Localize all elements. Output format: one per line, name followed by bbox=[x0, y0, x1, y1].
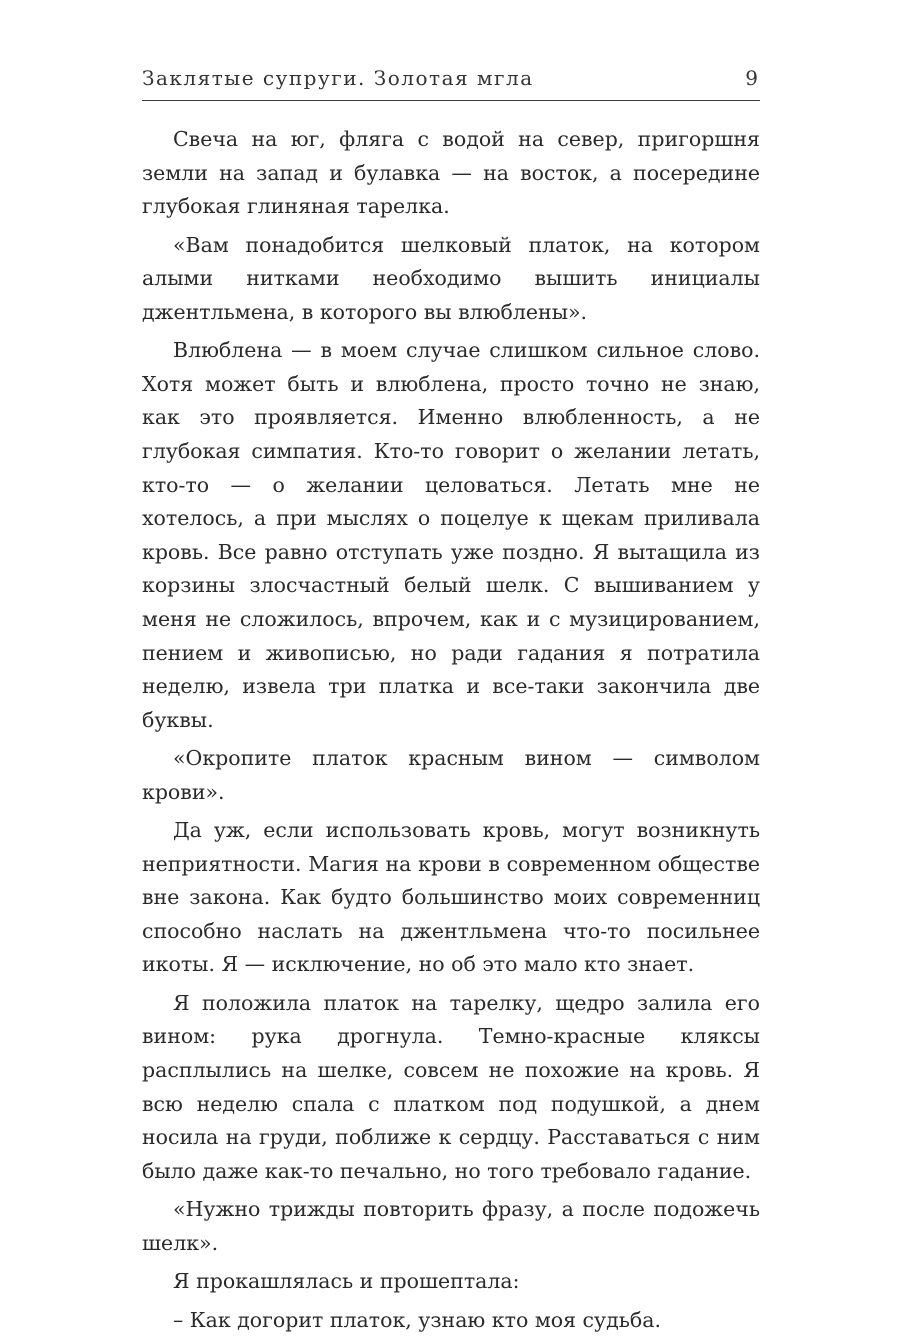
paragraph: – Как догорит платок, узнаю кто моя судьба. bbox=[173, 1307, 661, 1332]
paragraph: Влюблена — в моем случае слишком сильное слово. Хотя может быть и влюблена, просто точно не знаю, как это проявляется. Именно влюбленность, а не глубокая симпатия. Кто-то говорит о желании летать, кто-то — о желании целоваться. Летать мне не хотелось, а при мыслях о поцелуе к щекам приливала кровь. Все равно отступать уже поздно. Я вытащила из корзины злосчастный белый шелк. С вышиванием у меня не сложилось, впрочем, как и с музицированием, пением и живописью, но ради гадания я потратила неделю, извела три платка и все-таки закончила две буквы. bbox=[142, 338, 760, 732]
book-title: Заклятые супруги. Золотая мгла bbox=[142, 66, 534, 90]
paragraph: Да уж, если использовать кровь, могут возникнуть неприятности. Магия на крови в современном обществе вне закона. Как будто большинство моих современниц способно наслать на джентльмена что-то посильнее икоты. Я — исключение, но об это мало кто знает. bbox=[142, 818, 760, 977]
paragraph: Я прокашлялась и прошептала: bbox=[173, 1269, 520, 1294]
body-text bbox=[142, 123, 760, 1337]
paragraph: Свеча на юг, фляга с водой на север, пригоршня земли на запад и булавка — на восток, а посередине глубокая глиняная тарелка. bbox=[142, 127, 760, 219]
paragraph: «Окропите платок красным вином — символом крови». bbox=[142, 746, 760, 804]
page-number: 9 bbox=[745, 66, 758, 90]
paragraph: Я положила платок на тарелку, щедро залила его вином: рука дрогнула. Темно-красные кляксы расплылись на шелке, совсем не похожие на кровь. Я всю неделю спала с платком под подушкой, а днем носила на груди, поближе к сердцу. Расставаться с ним было даже как-то печально, но того требовало гадание. bbox=[142, 990, 760, 1183]
paragraph: «Вам понадобится шелковый платок, на котором алыми нитками необходимо вышить инициалы джентльмена, в которого вы влюблены». bbox=[142, 232, 760, 324]
paragraph: «Нужно трижды повторить фразу, а после подожечь шелк». bbox=[142, 1197, 760, 1255]
running-header bbox=[142, 66, 760, 101]
book-page bbox=[142, 66, 760, 1342]
